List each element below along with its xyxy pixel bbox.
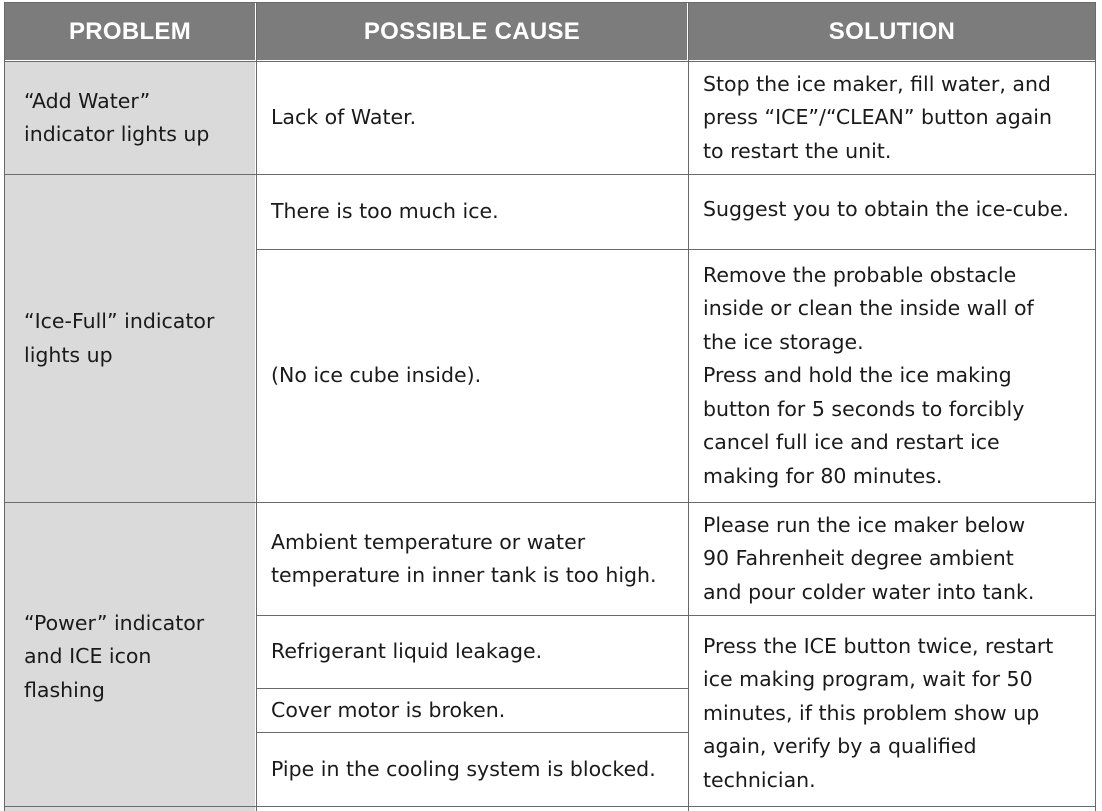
solution-text: Remove the probable obstacle inside or clean the inside wall of the ice storage. Press and hold the ice making button for 5 seconds to forcibly cancel full ice and restart ice making for 80 minutes. (703, 262, 1034, 488)
problem-ice-full (5, 175, 255, 502)
header-solution: SOLUTION (689, 3, 1095, 60)
grid-line (4, 61, 1096, 62)
cause-refrigerant-leakage (257, 616, 687, 688)
solution-no-ice-cube (689, 250, 1099, 502)
grid-line (4, 502, 1096, 503)
cause-text: (No ice cube inside). (271, 363, 482, 388)
cause-text: Lack of Water. (271, 105, 417, 130)
grid-line (256, 2, 257, 811)
problem-text: “Ice-Full” indicator lights up (24, 309, 215, 367)
solution-text: Press the ICE button twice, restart ice making program, wait for 50 minutes, if this problem show up again, verify by a qualified technician. (703, 633, 1054, 792)
cause-text: Ambient temperature or water temperature in inner tank is too high. (271, 529, 657, 587)
grid-line (256, 249, 1096, 250)
solution-text: Please run the ice maker below 90 Fahrenheit degree ambient and pour colder water into tank. (703, 512, 1035, 604)
solution-too-much-ice (689, 175, 1102, 245)
cause-text: Refrigerant liquid leakage. (271, 639, 543, 664)
cause-lack-of-water (257, 62, 687, 174)
header-problem: PROBLEM (5, 3, 255, 60)
problem-text: “Add Water” indicator lights up (24, 88, 210, 146)
solution-text: Suggest you to obtain the ice-cube. (703, 197, 1070, 222)
cause-cover-motor-broken (257, 689, 687, 732)
cause-text: Pipe in the cooling system is blocked. (271, 756, 656, 781)
grid-line (4, 806, 1096, 807)
cause-pipe-blocked (257, 733, 687, 806)
cause-too-much-ice (257, 175, 687, 249)
cause-no-ice-cube (257, 250, 687, 502)
cause-high-temperature (257, 503, 687, 615)
grid-line (256, 732, 688, 733)
grid-line (688, 2, 689, 811)
solution-high-temperature (689, 503, 1099, 615)
problem-text: “Power” indicator and ICE icon flashing (24, 610, 205, 702)
grid-line (1095, 2, 1096, 811)
grid-line (256, 615, 1096, 616)
grid-line (4, 2, 1096, 3)
grid-line (4, 2, 5, 811)
grid-line (256, 688, 688, 689)
solution-shared-restart (689, 616, 1099, 811)
cause-text: There is too much ice. (271, 199, 499, 224)
solution-text: Stop the ice maker, fill water, and press “ICE”/“CLEAN” button again to restart the unit. (703, 71, 1052, 163)
problem-power-flashing (5, 503, 255, 811)
header-possible-cause: POSSIBLE CAUSE (257, 3, 687, 60)
grid-line (4, 174, 1096, 175)
solution-add-water (689, 62, 1099, 174)
problem-add-water (5, 62, 255, 174)
cause-text: Cover motor is broken. (271, 697, 506, 722)
